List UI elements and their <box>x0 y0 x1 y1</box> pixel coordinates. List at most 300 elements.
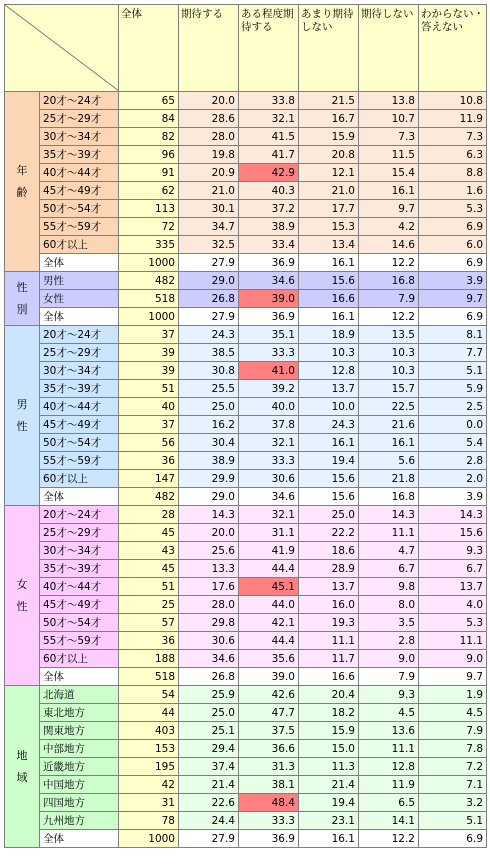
value-cell: 27.9 <box>179 830 239 848</box>
value-cell: 84 <box>119 110 179 128</box>
value-cell: 26.8 <box>179 668 239 686</box>
value-cell: 21.0 <box>299 182 359 200</box>
value-cell: 41.7 <box>239 146 299 164</box>
value-cell: 38.9 <box>179 452 239 470</box>
value-cell: 6.7 <box>359 560 419 578</box>
value-cell: 23.1 <box>299 812 359 830</box>
value-cell: 30.4 <box>179 434 239 452</box>
value-cell: 33.8 <box>239 92 299 110</box>
value-cell: 18.2 <box>299 704 359 722</box>
header-somewhat: ある程度期待する <box>239 5 299 92</box>
row-label: 55才～59才 <box>40 632 119 650</box>
value-cell: 11.5 <box>359 146 419 164</box>
header-notmuch: あまり期待しない <box>299 5 359 92</box>
value-cell: 11.9 <box>359 776 419 794</box>
value-cell: 7.9 <box>359 290 419 308</box>
value-cell: 37 <box>119 416 179 434</box>
value-cell: 2.8 <box>359 632 419 650</box>
row-label: 全体 <box>40 830 119 848</box>
value-cell: 9.3 <box>359 686 419 704</box>
group-label: 年 齢 <box>5 92 40 272</box>
value-cell: 14.1 <box>359 812 419 830</box>
value-cell: 47.7 <box>239 704 299 722</box>
value-cell: 1.6 <box>419 182 487 200</box>
row-label: 35才～39才 <box>40 146 119 164</box>
value-cell: 33.3 <box>239 344 299 362</box>
header-expect: 期待する <box>179 5 239 92</box>
value-cell: 15.7 <box>359 380 419 398</box>
table-row <box>5 380 487 398</box>
value-cell: 32.5 <box>179 236 239 254</box>
value-cell: 39.0 <box>239 290 299 308</box>
value-cell: 37.8 <box>239 416 299 434</box>
value-cell: 54 <box>119 686 179 704</box>
value-cell: 9.7 <box>359 200 419 218</box>
table-row <box>5 614 487 632</box>
table-row <box>5 236 487 254</box>
value-cell: 45 <box>119 524 179 542</box>
row-label: 全体 <box>40 308 119 326</box>
value-cell: 28.9 <box>299 560 359 578</box>
value-cell: 30.6 <box>239 470 299 488</box>
value-cell: 36 <box>119 452 179 470</box>
value-cell: 3.2 <box>419 794 487 812</box>
value-cell: 15.6 <box>299 488 359 506</box>
row-label: 30才～34才 <box>40 128 119 146</box>
row-label: 近畿地方 <box>40 758 119 776</box>
row-label: 男性 <box>40 272 119 290</box>
value-cell: 20.8 <box>299 146 359 164</box>
value-cell: 6.7 <box>419 560 487 578</box>
value-cell: 19.4 <box>299 794 359 812</box>
value-cell: 31.1 <box>239 524 299 542</box>
value-cell: 16.8 <box>359 272 419 290</box>
value-cell: 30.1 <box>179 200 239 218</box>
total-row <box>5 488 487 506</box>
value-cell: 482 <box>119 272 179 290</box>
value-cell: 44.4 <box>239 560 299 578</box>
table-row <box>5 272 487 290</box>
table-row <box>5 776 487 794</box>
value-cell: 20.4 <box>299 686 359 704</box>
row-label: 35才～39才 <box>40 560 119 578</box>
row-label: 30才～34才 <box>40 362 119 380</box>
total-row <box>5 308 487 326</box>
value-cell: 16.8 <box>359 488 419 506</box>
value-cell: 4.2 <box>359 218 419 236</box>
value-cell: 518 <box>119 290 179 308</box>
value-cell: 13.6 <box>359 722 419 740</box>
total-row <box>5 668 487 686</box>
value-cell: 14.6 <box>359 236 419 254</box>
value-cell: 45 <box>119 560 179 578</box>
group-label: 地 域 <box>5 686 40 848</box>
value-cell: 10.0 <box>299 398 359 416</box>
value-cell: 38.5 <box>179 344 239 362</box>
row-label: 全体 <box>40 254 119 272</box>
value-cell: 16.0 <box>299 596 359 614</box>
value-cell: 4.7 <box>359 542 419 560</box>
value-cell: 21.6 <box>359 416 419 434</box>
value-cell: 5.3 <box>419 614 487 632</box>
value-cell: 5.1 <box>419 362 487 380</box>
value-cell: 14.3 <box>359 506 419 524</box>
value-cell: 25.5 <box>179 380 239 398</box>
table-row <box>5 740 487 758</box>
value-cell: 37.5 <box>239 722 299 740</box>
table-row <box>5 596 487 614</box>
value-cell: 7.3 <box>359 128 419 146</box>
value-cell: 10.3 <box>359 344 419 362</box>
value-cell: 5.4 <box>419 434 487 452</box>
value-cell: 36 <box>119 632 179 650</box>
value-cell: 43 <box>119 542 179 560</box>
value-cell: 29.0 <box>179 488 239 506</box>
row-label: 40才～44才 <box>40 164 119 182</box>
value-cell: 16.1 <box>299 830 359 848</box>
row-label: 55才～59才 <box>40 218 119 236</box>
row-label: 40才～44才 <box>40 398 119 416</box>
value-cell: 36.9 <box>239 254 299 272</box>
row-label: 60才以上 <box>40 470 119 488</box>
value-cell: 188 <box>119 650 179 668</box>
value-cell: 16.1 <box>299 254 359 272</box>
value-cell: 44 <box>119 704 179 722</box>
table-row <box>5 794 487 812</box>
value-cell: 11.1 <box>419 632 487 650</box>
value-cell: 2.8 <box>419 452 487 470</box>
value-cell: 12.8 <box>359 758 419 776</box>
value-cell: 113 <box>119 200 179 218</box>
group-label: 性 別 <box>5 272 40 326</box>
value-cell: 25.0 <box>179 398 239 416</box>
value-cell: 3.9 <box>419 272 487 290</box>
row-label: 45才～49才 <box>40 596 119 614</box>
value-cell: 6.9 <box>419 218 487 236</box>
value-cell: 0.0 <box>419 416 487 434</box>
value-cell: 6.3 <box>419 146 487 164</box>
value-cell: 36.9 <box>239 830 299 848</box>
value-cell: 29.0 <box>179 272 239 290</box>
table-row <box>5 128 487 146</box>
value-cell: 15.0 <box>299 740 359 758</box>
row-label: 50才～54才 <box>40 614 119 632</box>
value-cell: 15.6 <box>419 524 487 542</box>
value-cell: 12.2 <box>359 254 419 272</box>
value-cell: 48.4 <box>239 794 299 812</box>
value-cell: 41.9 <box>239 542 299 560</box>
value-cell: 12.8 <box>299 362 359 380</box>
value-cell: 25.0 <box>299 506 359 524</box>
value-cell: 16.1 <box>299 434 359 452</box>
value-cell: 9.8 <box>359 578 419 596</box>
row-label: 25才～29才 <box>40 110 119 128</box>
value-cell: 11.3 <box>299 758 359 776</box>
value-cell: 15.3 <box>299 218 359 236</box>
row-label: 関東地方 <box>40 722 119 740</box>
value-cell: 10.8 <box>419 92 487 110</box>
value-cell: 34.6 <box>239 272 299 290</box>
value-cell: 18.6 <box>299 542 359 560</box>
value-cell: 35.6 <box>239 650 299 668</box>
value-cell: 7.9 <box>359 668 419 686</box>
value-cell: 42.9 <box>239 164 299 182</box>
value-cell: 16.1 <box>299 308 359 326</box>
value-cell: 25.6 <box>179 542 239 560</box>
value-cell: 13.7 <box>299 578 359 596</box>
total-row <box>5 830 487 848</box>
table-row <box>5 110 487 128</box>
table-row <box>5 506 487 524</box>
value-cell: 25.1 <box>179 722 239 740</box>
value-cell: 29.9 <box>179 470 239 488</box>
value-cell: 20.0 <box>179 524 239 542</box>
value-cell: 4.5 <box>419 704 487 722</box>
table-row <box>5 92 487 110</box>
value-cell: 16.6 <box>299 668 359 686</box>
value-cell: 78 <box>119 812 179 830</box>
value-cell: 6.0 <box>419 236 487 254</box>
row-label: 60才以上 <box>40 650 119 668</box>
value-cell: 96 <box>119 146 179 164</box>
value-cell: 13.3 <box>179 560 239 578</box>
value-cell: 8.0 <box>359 596 419 614</box>
value-cell: 13.8 <box>359 92 419 110</box>
value-cell: 335 <box>119 236 179 254</box>
value-cell: 62 <box>119 182 179 200</box>
value-cell: 4.0 <box>419 596 487 614</box>
table-row <box>5 164 487 182</box>
value-cell: 24.3 <box>299 416 359 434</box>
value-cell: 34.7 <box>179 218 239 236</box>
value-cell: 27.9 <box>179 308 239 326</box>
value-cell: 8.1 <box>419 326 487 344</box>
table-row <box>5 434 487 452</box>
table-row <box>5 578 487 596</box>
row-label: 九州地方 <box>40 812 119 830</box>
value-cell: 42.1 <box>239 614 299 632</box>
row-label: 東北地方 <box>40 704 119 722</box>
row-label: 60才以上 <box>40 236 119 254</box>
value-cell: 153 <box>119 740 179 758</box>
value-cell: 40.0 <box>239 398 299 416</box>
row-label: 中部地方 <box>40 740 119 758</box>
value-cell: 65 <box>119 92 179 110</box>
value-cell: 35.1 <box>239 326 299 344</box>
value-cell: 6.5 <box>359 794 419 812</box>
table-row <box>5 200 487 218</box>
value-cell: 25 <box>119 596 179 614</box>
row-label: 40才～44才 <box>40 578 119 596</box>
value-cell: 15.4 <box>359 164 419 182</box>
value-cell: 14.3 <box>179 506 239 524</box>
table-row <box>5 452 487 470</box>
value-cell: 22.2 <box>299 524 359 542</box>
value-cell: 37.4 <box>179 758 239 776</box>
value-cell: 29.4 <box>179 740 239 758</box>
value-cell: 37 <box>119 326 179 344</box>
corner-cell <box>5 5 119 92</box>
value-cell: 31.3 <box>239 758 299 776</box>
value-cell: 36.6 <box>239 740 299 758</box>
value-cell: 3.9 <box>419 488 487 506</box>
value-cell: 3.5 <box>359 614 419 632</box>
header-unknown: わからない・答えない <box>419 5 487 92</box>
value-cell: 16.1 <box>359 182 419 200</box>
value-cell: 42 <box>119 776 179 794</box>
value-cell: 22.5 <box>359 398 419 416</box>
total-row <box>5 254 487 272</box>
value-cell: 32.1 <box>239 506 299 524</box>
value-cell: 20.0 <box>179 92 239 110</box>
table-row <box>5 650 487 668</box>
row-label: 25才～29才 <box>40 344 119 362</box>
value-cell: 91 <box>119 164 179 182</box>
table-row <box>5 812 487 830</box>
value-cell: 7.3 <box>419 128 487 146</box>
value-cell: 16.6 <box>299 290 359 308</box>
value-cell: 5.9 <box>419 380 487 398</box>
value-cell: 13.7 <box>419 578 487 596</box>
table-row <box>5 470 487 488</box>
value-cell: 38.9 <box>239 218 299 236</box>
value-cell: 39 <box>119 344 179 362</box>
value-cell: 4.5 <box>359 704 419 722</box>
value-cell: 15.6 <box>299 470 359 488</box>
value-cell: 11.1 <box>359 524 419 542</box>
table-row <box>5 416 487 434</box>
row-label: 中国地方 <box>40 776 119 794</box>
value-cell: 482 <box>119 488 179 506</box>
value-cell: 34.6 <box>239 488 299 506</box>
table-row <box>5 686 487 704</box>
value-cell: 7.9 <box>419 722 487 740</box>
value-cell: 19.4 <box>299 452 359 470</box>
table-row <box>5 542 487 560</box>
value-cell: 12.2 <box>359 830 419 848</box>
value-cell: 21.8 <box>359 470 419 488</box>
row-label: 20才～24才 <box>40 326 119 344</box>
value-cell: 40 <box>119 398 179 416</box>
row-label: 25才～29才 <box>40 524 119 542</box>
value-cell: 7.7 <box>419 344 487 362</box>
row-label: 全体 <box>40 488 119 506</box>
value-cell: 57 <box>119 614 179 632</box>
value-cell: 44.0 <box>239 596 299 614</box>
survey-table <box>4 4 487 848</box>
value-cell: 33.4 <box>239 236 299 254</box>
value-cell: 33.3 <box>239 452 299 470</box>
value-cell: 29.8 <box>179 614 239 632</box>
value-cell: 15.9 <box>299 722 359 740</box>
value-cell: 9.7 <box>419 668 487 686</box>
value-cell: 25.0 <box>179 704 239 722</box>
value-cell: 24.4 <box>179 812 239 830</box>
header-row <box>5 5 487 92</box>
value-cell: 518 <box>119 668 179 686</box>
value-cell: 17.6 <box>179 578 239 596</box>
value-cell: 21.0 <box>179 182 239 200</box>
value-cell: 2.5 <box>419 398 487 416</box>
value-cell: 16.1 <box>359 434 419 452</box>
value-cell: 6.9 <box>419 308 487 326</box>
value-cell: 5.3 <box>419 200 487 218</box>
row-label: 北海道 <box>40 686 119 704</box>
table-row <box>5 362 487 380</box>
value-cell: 82 <box>119 128 179 146</box>
value-cell: 147 <box>119 470 179 488</box>
value-cell: 10.3 <box>359 362 419 380</box>
group-label: 男 性 <box>5 326 40 506</box>
value-cell: 11.1 <box>299 632 359 650</box>
value-cell: 9.3 <box>419 542 487 560</box>
value-cell: 19.8 <box>179 146 239 164</box>
value-cell: 13.4 <box>299 236 359 254</box>
value-cell: 10.7 <box>359 110 419 128</box>
value-cell: 12.2 <box>359 308 419 326</box>
table-row <box>5 344 487 362</box>
value-cell: 36.9 <box>239 308 299 326</box>
value-cell: 7.2 <box>419 758 487 776</box>
row-label: 50才～54才 <box>40 434 119 452</box>
table-row <box>5 632 487 650</box>
row-label: 55才～59才 <box>40 452 119 470</box>
table-row <box>5 758 487 776</box>
value-cell: 28.6 <box>179 110 239 128</box>
value-cell: 1000 <box>119 830 179 848</box>
value-cell: 7.8 <box>419 740 487 758</box>
value-cell: 27.9 <box>179 254 239 272</box>
value-cell: 51 <box>119 380 179 398</box>
value-cell: 14.3 <box>419 506 487 524</box>
table-row <box>5 146 487 164</box>
value-cell: 28.0 <box>179 596 239 614</box>
value-cell: 18.9 <box>299 326 359 344</box>
table-row <box>5 722 487 740</box>
table-row <box>5 398 487 416</box>
value-cell: 39.2 <box>239 380 299 398</box>
value-cell: 37.2 <box>239 200 299 218</box>
value-cell: 28.0 <box>179 128 239 146</box>
value-cell: 40.3 <box>239 182 299 200</box>
value-cell: 9.7 <box>419 290 487 308</box>
value-cell: 17.7 <box>299 200 359 218</box>
value-cell: 32.1 <box>239 110 299 128</box>
value-cell: 22.6 <box>179 794 239 812</box>
value-cell: 403 <box>119 722 179 740</box>
row-label: 女性 <box>40 290 119 308</box>
value-cell: 16.2 <box>179 416 239 434</box>
row-label: 30才～34才 <box>40 542 119 560</box>
table-row <box>5 290 487 308</box>
value-cell: 41.5 <box>239 128 299 146</box>
value-cell: 21.4 <box>179 776 239 794</box>
row-label: 全体 <box>40 668 119 686</box>
value-cell: 33.3 <box>239 812 299 830</box>
value-cell: 15.6 <box>299 272 359 290</box>
value-cell: 19.3 <box>299 614 359 632</box>
value-cell: 41.0 <box>239 362 299 380</box>
value-cell: 11.9 <box>419 110 487 128</box>
header-total: 全体 <box>119 5 179 92</box>
value-cell: 11.1 <box>359 740 419 758</box>
table-row <box>5 218 487 236</box>
value-cell: 9.0 <box>359 650 419 668</box>
row-label: 50才～54才 <box>40 200 119 218</box>
value-cell: 72 <box>119 218 179 236</box>
group-label: 女 性 <box>5 506 40 686</box>
value-cell: 21.5 <box>299 92 359 110</box>
